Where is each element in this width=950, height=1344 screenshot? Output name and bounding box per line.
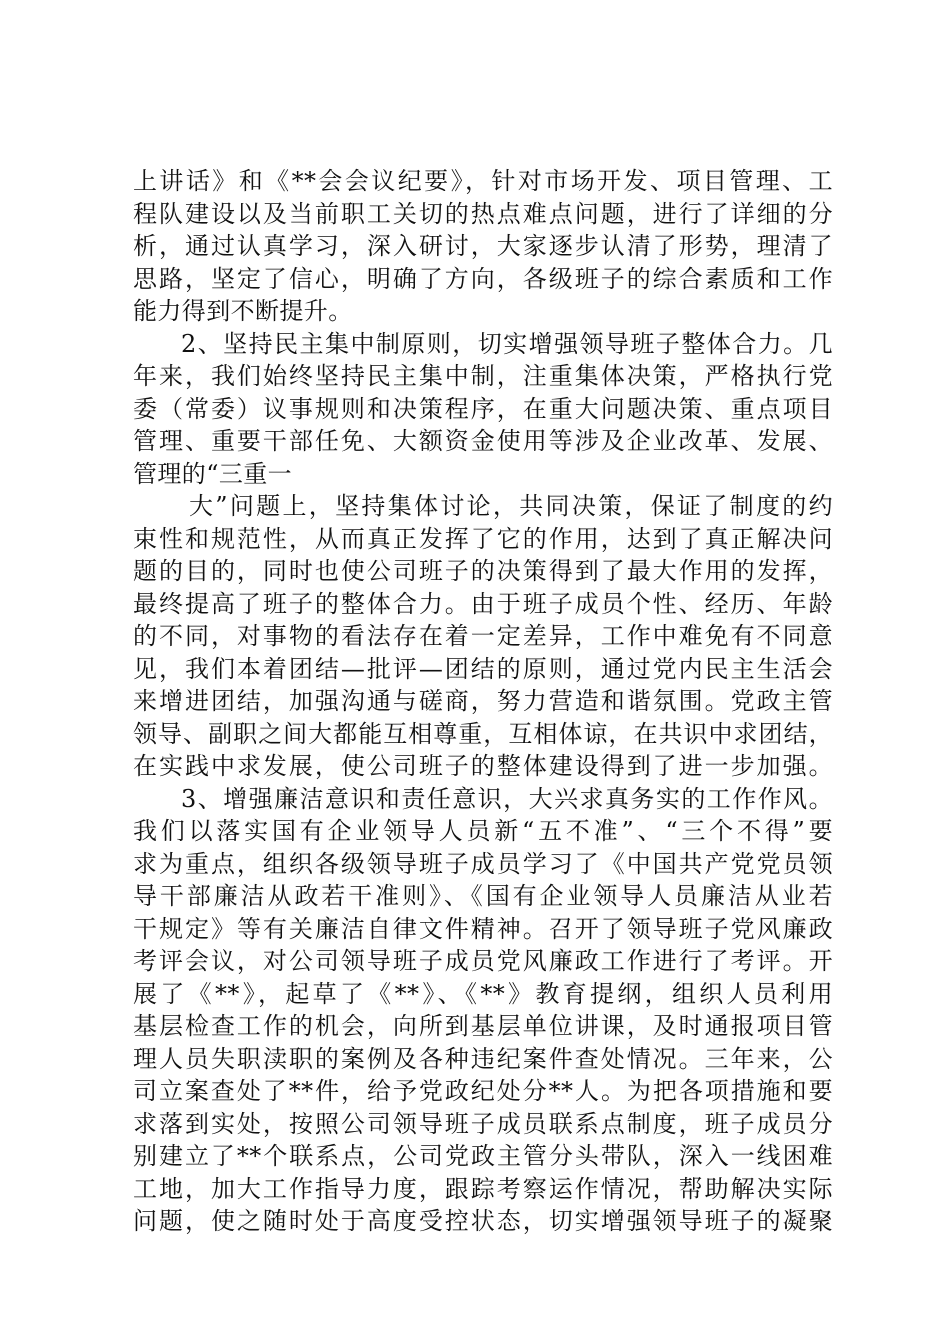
text-line: 问题，使之随时处于高度受控状态，切实增强领导班子的凝聚	[133, 1207, 833, 1235]
text-line: 最终提高了班子的整体合力。由于班子成员个性、经历、年龄	[133, 589, 833, 618]
text-line: 委（常委）议事规则和决策程序，在重大问题决策、重点项目	[133, 394, 833, 423]
text-line: 思路，坚定了信心，明确了方向，各级班子的综合素质和工作	[133, 264, 833, 293]
text-line: 的不同，对事物的看法存在着一定差异，工作中难免有不同意	[133, 622, 833, 650]
text-line: 管理、重要干部任免、大额资金使用等涉及企业改革、发展、	[133, 427, 833, 455]
text-line: 题的目的，同时也使公司班子的决策得到了最大作用的发挥，	[133, 557, 833, 585]
body-text	[133, 165, 833, 1238]
text-line: 程队建设以及当前职工关切的热点难点问题，进行了详细的分	[133, 199, 833, 228]
text-line: 见，我们本着团结—批评—团结的原则，通过党内民主生活会	[133, 654, 833, 683]
text-line: 我们以落实国有企业领导人员新“五不准”、“三个不得”要	[133, 817, 833, 845]
text-line: 来增进团结，加强沟通与磋商，努力营造和谐氛围。党政主管	[133, 687, 833, 715]
text-line: 干规定》等有关廉洁自律文件精神。召开了领导班子党风廉政	[133, 914, 833, 943]
text-line: 束性和规范性，从而真正发挥了它的作用，达到了真正解决问	[133, 524, 833, 553]
text-line: 别建立了**个联系点，公司党政主管分头带队，深入一线困难	[133, 1142, 833, 1170]
text-line: 工地，加大工作指导力度，跟踪考察运作情况，帮助解决实际	[133, 1174, 833, 1203]
text-line: 司立案查处了**件，给予党政纪处分**人。为把各项措施和要	[133, 1077, 833, 1105]
text-line: 管理的“三重一	[133, 459, 293, 488]
text-line: 展了《**》，起草了《**》、《**》教育提纲，组织人员利用	[133, 979, 833, 1008]
text-line: 年来，我们始终坚持民主集中制，注重集体决策，严格执行党	[133, 362, 833, 390]
text-line: 在实践中求发展，使公司班子的整体建设得到了进一步加强。	[133, 752, 833, 780]
text-line: 理人员失职渎职的案例及各种违纪案件查处情况。三年来，公	[133, 1044, 833, 1073]
text-line: 大”问题上，坚持集体讨论，共同决策，保证了制度的约	[189, 492, 833, 520]
text-line: 领导、副职之间大都能互相尊重，互相体谅，在共识中求团结，	[133, 719, 833, 748]
text-line: 能力得到不断提升。	[133, 297, 353, 325]
text-line: 求落到实处，按照公司领导班子成员联系点制度，班子成员分	[133, 1109, 833, 1138]
text-line: 求为重点，组织各级领导班子成员学习了《中国共产党党员领	[133, 849, 833, 878]
paragraph-heading-2: 2、坚持民主集中制原则，切实增强领导班子整体合力。几	[181, 329, 833, 358]
text-line: 析，通过认真学习，深入研讨，大家逐步认清了形势，理清了	[133, 232, 833, 260]
text-line: 导干部廉洁从政若干准则》、《国有企业领导人员廉洁从业若	[133, 882, 833, 910]
text-line: 上讲话》和《**会会议纪要》，针对市场开发、项目管理、工	[133, 167, 833, 195]
paragraph-heading-3: 3、增强廉洁意识和责任意识，大兴求真务实的工作作风。	[181, 784, 833, 813]
text-line: 考评会议，对公司领导班子成员党风廉政工作进行了考评。开	[133, 947, 833, 975]
text-line: 基层检查工作的机会，向所到基层单位讲课，及时通报项目管	[133, 1012, 833, 1040]
